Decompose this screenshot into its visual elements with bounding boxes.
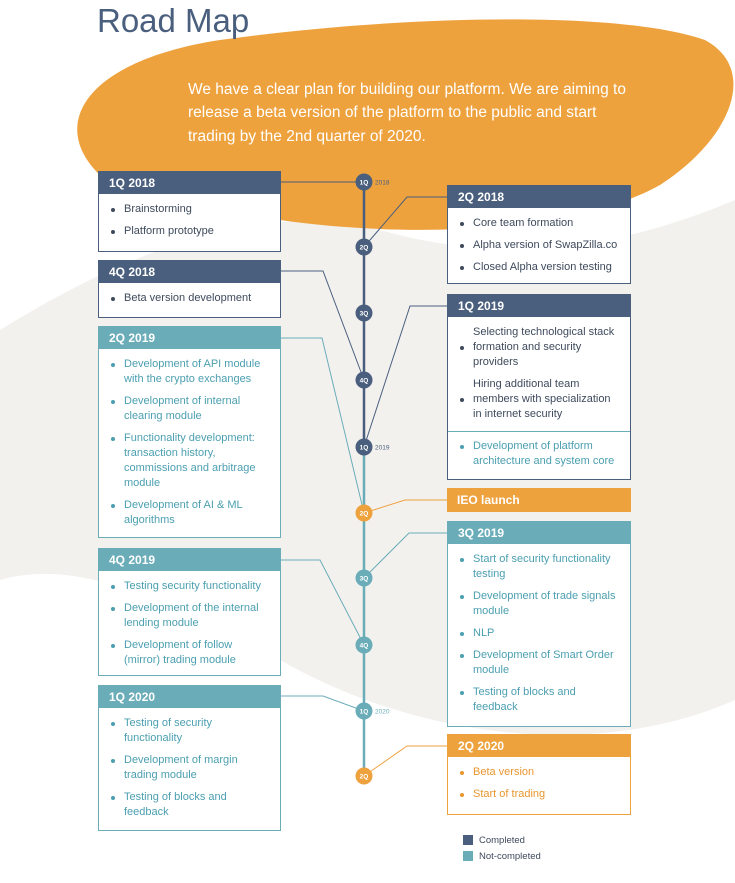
timeline-node (356, 305, 373, 322)
card-4q-2019 (98, 548, 281, 676)
connector-1q-2020 (281, 696, 364, 711)
timeline-node (356, 372, 373, 389)
timeline-node (356, 768, 373, 785)
card-title: 1Q 2018 (99, 172, 280, 194)
list-item: Functionality development: transaction history, commissions and arbitrage module (109, 431, 270, 491)
list-item: Beta version development (109, 291, 270, 306)
card-title: 3Q 2019 (448, 522, 630, 544)
card-1q-2020 (98, 685, 281, 831)
card-list (99, 194, 280, 250)
card-title: 1Q 2019 (448, 295, 630, 317)
list-item: Closed Alpha version testing (458, 260, 620, 275)
list-item: Brainstorming (109, 202, 270, 217)
timeline-node (356, 239, 373, 256)
list-item: Development of AI & ML algorithms (109, 498, 270, 528)
list-item: Development of Smart Order module (458, 648, 620, 678)
intro-text: We have a clear plan for building our platform. We are aiming to release a beta version of the platform to the public and start trading by the 2nd quarter of 2020. (188, 81, 626, 145)
legend (463, 832, 541, 864)
card-list-pending (448, 431, 630, 480)
timeline-node-label: 4Q (359, 377, 369, 385)
card-2q-2018 (447, 185, 631, 284)
card-3q-2019 (447, 521, 631, 727)
timeline-node-label: 2Q (359, 773, 369, 781)
legend-not-completed (463, 848, 541, 864)
timeline-node-year: 2018 (375, 179, 390, 187)
timeline-node (356, 505, 373, 522)
card-2q-2020 (447, 734, 631, 815)
list-item: Development of API module with the crypto exchanges (109, 357, 270, 387)
list-item: Development of trade signals module (458, 589, 620, 619)
list-item: Beta version (458, 765, 620, 780)
list-item: Testing of blocks and feedback (458, 685, 620, 715)
card-title: 4Q 2018 (99, 261, 280, 283)
card-2q-2019 (98, 326, 281, 538)
card-list (448, 317, 630, 431)
legend-swatch-not-completed (463, 851, 473, 861)
card-4q-2018 (98, 260, 281, 318)
timeline-node-label: 3Q (359, 310, 369, 318)
timeline-node-label: 4Q (359, 642, 369, 650)
card-list (99, 349, 280, 539)
card-title: 2Q 2018 (448, 186, 630, 208)
timeline-node-label: 1Q (359, 179, 369, 187)
list-item: Selecting technological stack formation and security providers (458, 325, 620, 370)
timeline-node (356, 637, 373, 654)
list-item: Hiring additional team members with specialization in internet security (458, 377, 620, 422)
timeline-node-label: 1Q (359, 444, 369, 452)
list-item: Core team formation (458, 216, 620, 231)
list-item: Testing of blocks and feedback (109, 790, 270, 820)
page-title: Road Map (97, 2, 250, 39)
timeline-node-year: 2019 (375, 444, 390, 452)
timeline-node-year: 2020 (375, 708, 390, 716)
card-list (448, 208, 630, 286)
list-item: Start of trading (458, 787, 620, 802)
card-1q-2018 (98, 171, 281, 252)
list-item: Alpha version of SwapZilla.co (458, 238, 620, 253)
card-title: 4Q 2019 (99, 549, 280, 571)
connector-2q-2020 (364, 746, 447, 776)
list-item: Development of follow (mirror) trading module (109, 638, 270, 668)
legend-label: Completed (479, 834, 525, 846)
timeline-node-label: 3Q (359, 575, 369, 583)
card-list (99, 708, 280, 831)
legend-swatch-completed (463, 835, 473, 845)
card-list (99, 283, 280, 317)
list-item: Development of the internal lending module (109, 601, 270, 631)
list-item: Start of security functionality testing (458, 552, 620, 582)
list-item: Testing of security functionality (109, 716, 270, 746)
timeline-node (356, 570, 373, 587)
card-list (448, 757, 630, 813)
list-item: Testing security functionality (109, 579, 270, 594)
list-item: Development of internal clearing module (109, 394, 270, 424)
card-title: 2Q 2020 (448, 735, 630, 757)
card-list (99, 571, 280, 679)
timeline-node-label: 2Q (359, 510, 369, 518)
ieo-launch-label: IEO launch (447, 488, 631, 512)
timeline-node-label: 2Q (359, 244, 369, 252)
legend-label: Not-completed (479, 850, 541, 862)
card-1q-2019 (447, 294, 631, 480)
list-item: NLP (458, 626, 620, 641)
card-list (448, 544, 630, 726)
timeline-node-label: 1Q (359, 708, 369, 716)
card-title: 2Q 2019 (99, 327, 280, 349)
card-title: 1Q 2020 (99, 686, 280, 708)
legend-completed (463, 832, 541, 848)
list-item: Development of margin trading module (109, 753, 270, 783)
list-item: Platform prototype (109, 224, 270, 239)
list-item: Development of platform architecture and system core (458, 439, 620, 469)
